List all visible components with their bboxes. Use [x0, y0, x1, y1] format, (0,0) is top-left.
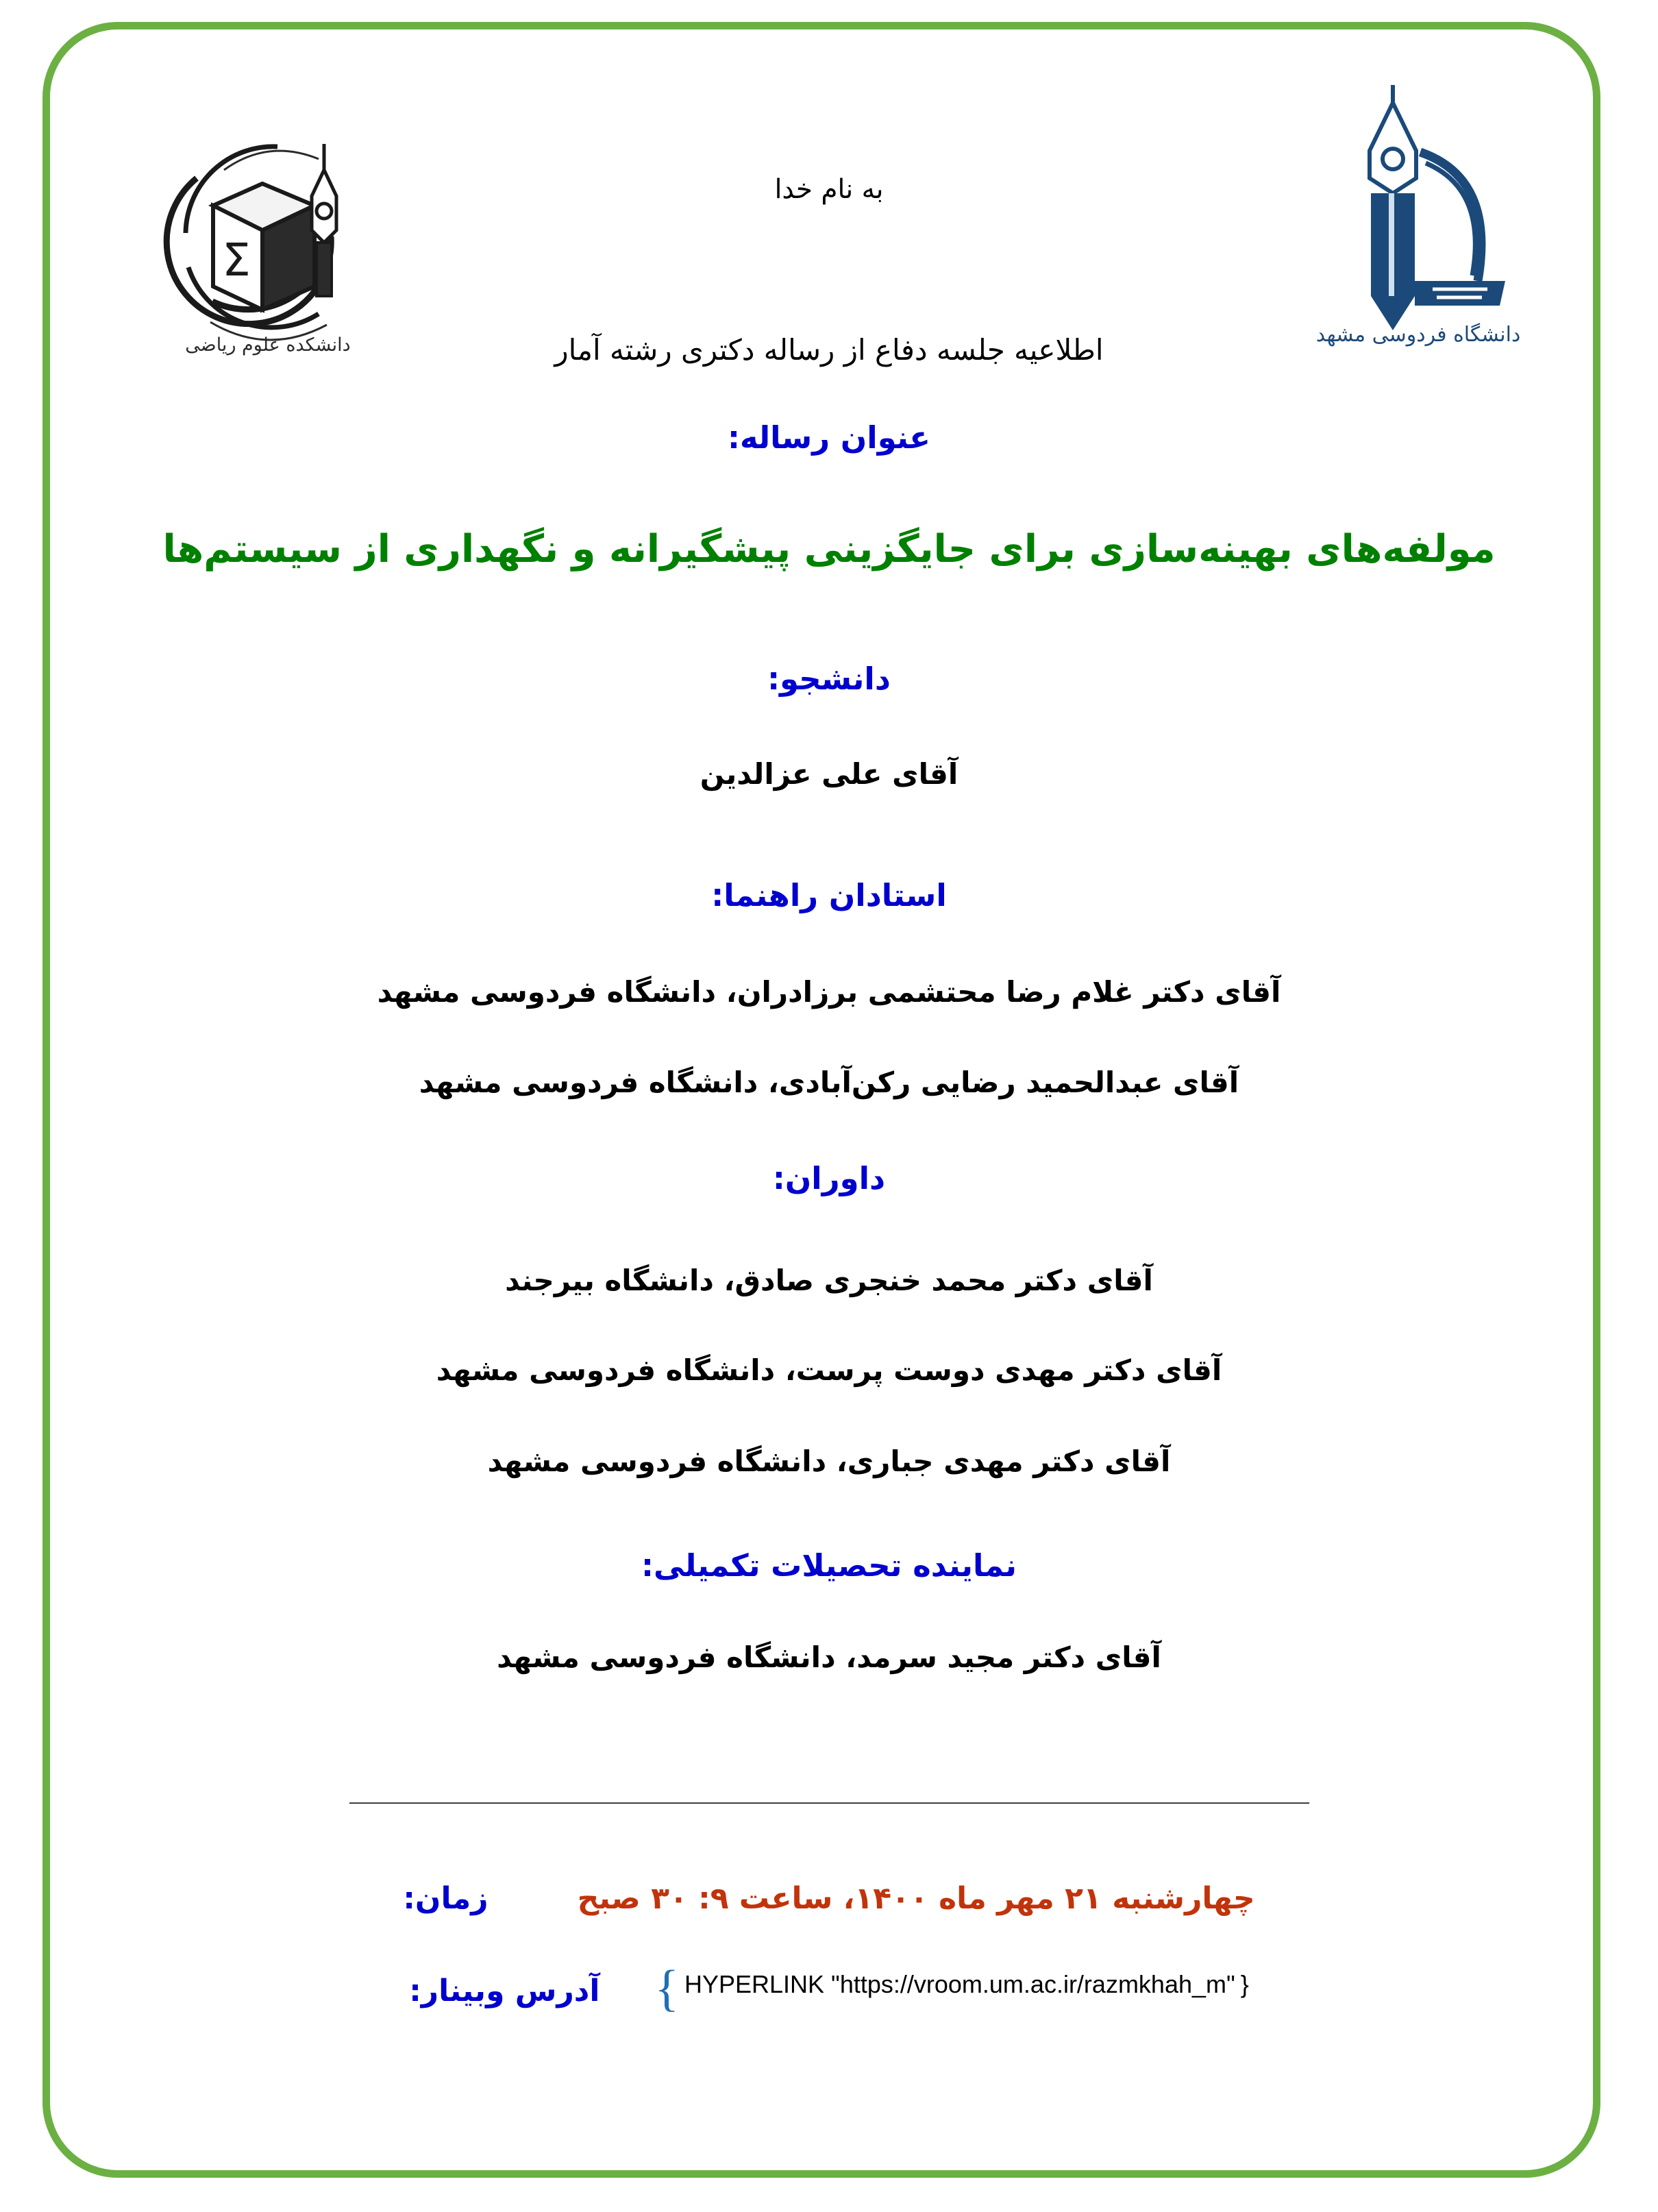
ferdowsi-university-logo	[1305, 75, 1531, 349]
representative-name: آقای دکتر مجید سرمد، دانشگاه فردوسی مشهد	[497, 1640, 1161, 1674]
thesis-title-label: عنوان رساله:	[727, 419, 931, 456]
webinar-label: آدرس وبینار:	[409, 1973, 600, 2008]
field-brace-open: {	[654, 1960, 679, 2017]
webinar-link-field[interactable]	[654, 1960, 1249, 2017]
judge-item: آقای دکتر مهدی جباری، دانشگاه فردوسی مشهد	[487, 1445, 1171, 1478]
representative-label: نماینده تحصیلات تکمیلی:	[641, 1547, 1017, 1584]
time-row	[0, 1881, 1658, 1916]
announcement-subtitle: اطلاعیه جلسه دفاع از رساله دکتری رشته آمار	[554, 333, 1104, 367]
faculty-math-sciences-logo	[147, 96, 380, 370]
thesis-title-value: مولفه‌های بهینه‌سازی برای جایگزینی پیشگیرانه و نگهداری از سیستم‌ها	[162, 527, 1496, 572]
judge-item: آقای دکتر مهدی دوست پرست، دانشگاه فردوسی مشهد	[436, 1353, 1222, 1387]
judge-item: آقای دکتر محمد خنجری صادق، دانشگاه بیرجند	[505, 1264, 1153, 1297]
time-label: زمان:	[403, 1881, 488, 1916]
bismillah-text: به نام خدا	[774, 174, 884, 205]
section-divider: ________________________________________________________________	[349, 1773, 1309, 1804]
judges-label: داوران:	[772, 1160, 886, 1196]
webinar-hyperlink-code[interactable]: HYPERLINK "https://vroom.um.ac.ir/razmkhah_m"	[684, 1970, 1235, 1998]
field-brace-close: }	[1240, 1970, 1249, 1998]
svg-text:دانشکده علوم ریاضی: دانشکده علوم ریاضی	[185, 334, 351, 356]
webinar-row	[0, 1960, 1658, 2017]
student-name: آقای علی عزالدین	[700, 757, 958, 791]
svg-text:دانشگاه فردوسی مشهد: دانشگاه فردوسی مشهد	[1315, 323, 1521, 347]
supervisors-label: استادان راهنما:	[711, 877, 947, 913]
student-label: دانشجو:	[767, 661, 891, 697]
supervisor-item: آقای عبدالحمید رضایی رکن‌آبادی، دانشگاه فردوسی مشهد	[419, 1066, 1239, 1099]
svg-text:Σ: Σ	[222, 234, 251, 286]
supervisor-item: آقای دکتر غلام رضا محتشمی برزادران، دانشگاه فردوسی مشهد	[377, 975, 1281, 1009]
time-value: چهارشنبه ۲۱ مهر ماه ۱۴۰۰، ساعت ۹: ۳۰ صبح	[577, 1881, 1255, 1916]
